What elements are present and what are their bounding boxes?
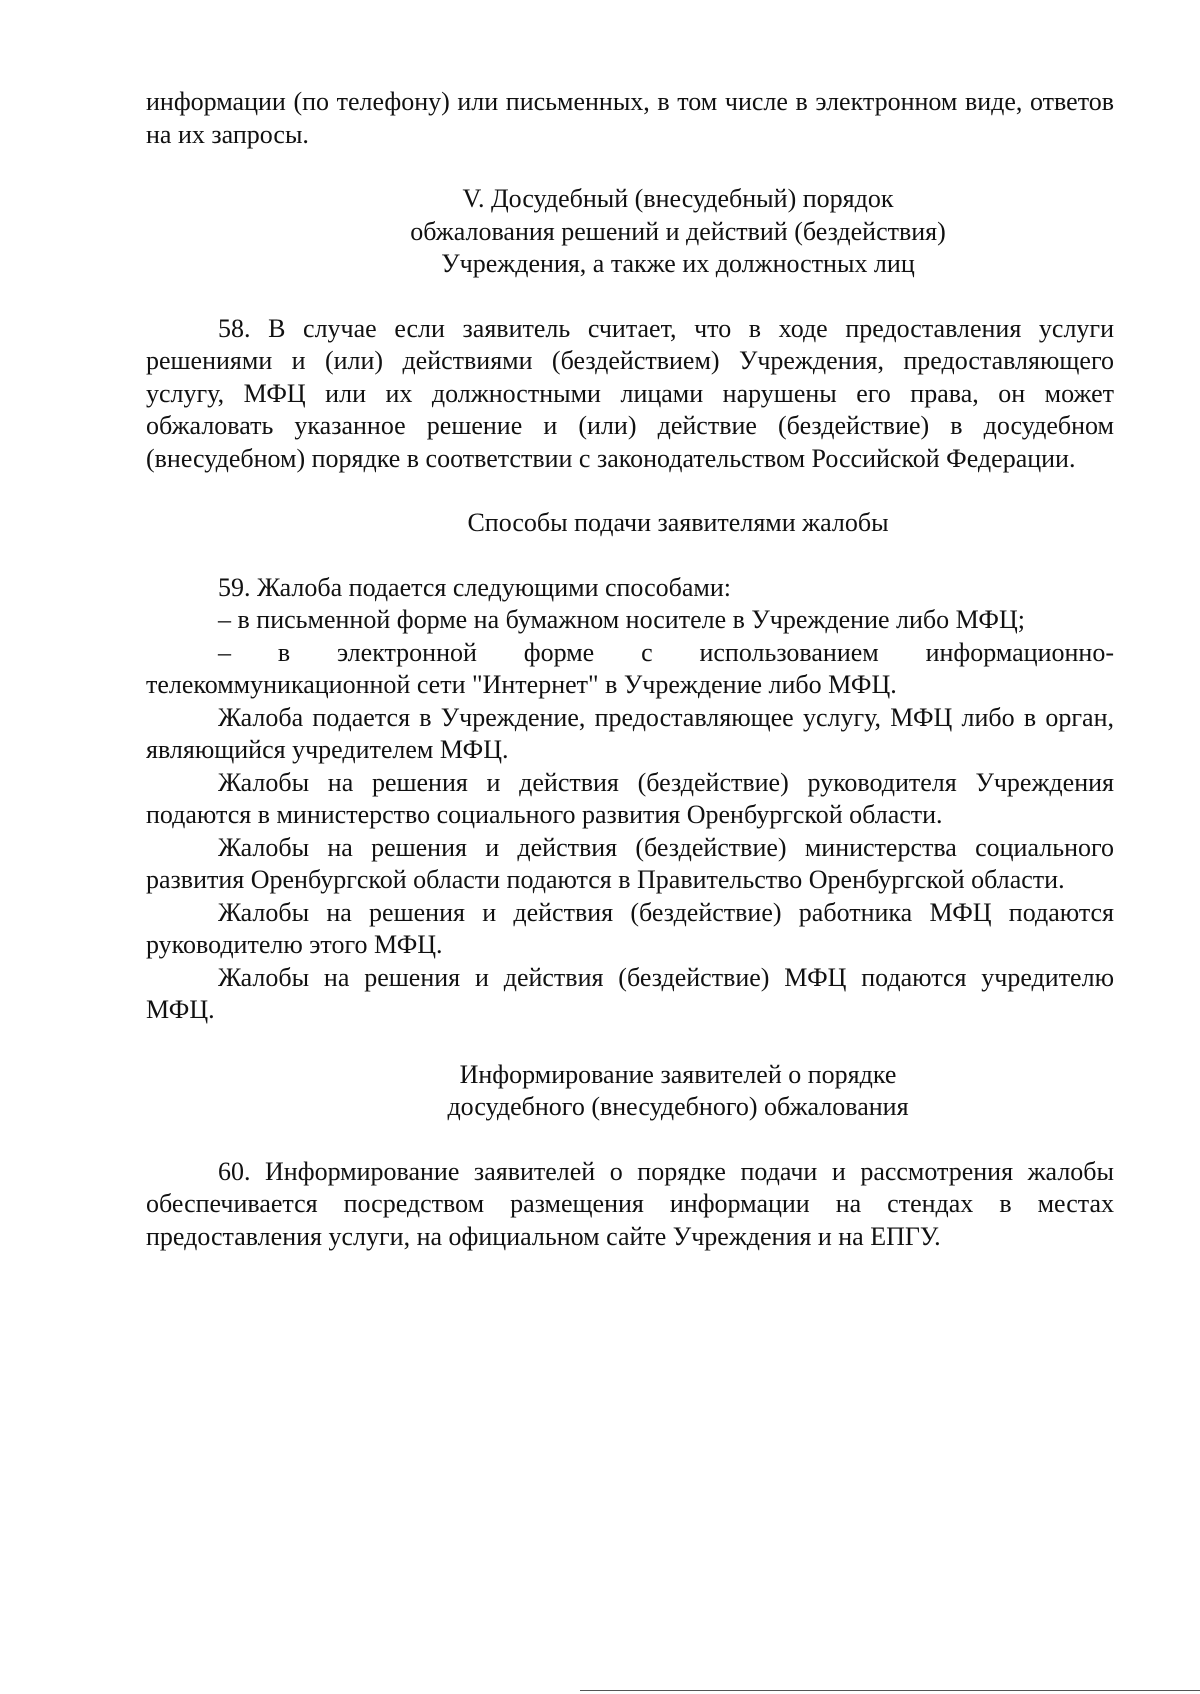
paragraph-59: 59. Жалоба подается следующими способами: [218,572,731,602]
paragraph-complaints-mfc-employee: Жалобы на решения и действия (бездействие) работника МФЦ подаются руководителю этого МФЦ. [146,897,1114,959]
paragraph-complaints-head: Жалобы на решения и действия (бездействие) руководителя Учреждения подаются в министерство социального развития Оренбургской области. [146,767,1114,829]
paragraph-complaints-mfc: Жалобы на решения и действия (бездействие) МФЦ подаются учредителю МФЦ. [146,962,1114,1024]
spacer [146,281,1114,313]
complaint-methods-heading [146,507,1114,540]
paragraph-complaint-submitted: Жалоба подается в Учреждение, предоставляющее услугу, МФЦ либо в орган, являющийся учредителем МФЦ. [146,702,1114,764]
spacer [146,540,1114,572]
heading-line: Учреждения, а также их должностных лиц [441,249,915,278]
document-body [146,86,1114,1253]
heading-line: V. Досудебный (внесудебный) порядок [462,184,894,213]
paragraph-complaints-ministry: Жалобы на решения и действия (бездействие) министерства социального развития Оренбургской области подаются в Правительство Оренбургской области. [146,832,1114,894]
bottom-edge-line [580,1690,1200,1691]
informing-heading [146,1059,1114,1124]
spacer [146,475,1114,507]
spacer [146,1124,1114,1156]
paragraph-58: 58. В случае если заявитель считает, что в ходе предоставления услуги решениями и (или) действиями (бездействием) Учреждения, предоставляющего услугу, МФЦ или их должностными лицами нарушены его права, он может обжаловать указанное решение и (или) действие (бездействие) в досудебном (внесудебном) порядке в соответствии с законодательством Российской Федерации. [146,313,1114,473]
paragraph-60: 60. Информирование заявителей о порядке подачи и рассмотрения жалобы обеспечивается посредством размещения информации на стендах в местах предоставления услуги, на официальном сайте Учреждения и на ЕПГУ. [146,1156,1114,1251]
heading-line: Информирование заявителей о порядке [459,1059,897,1089]
heading-line: досудебного (внесудебного) обжалования [447,1092,909,1121]
list-item-electronic-form: – в электронной форме с использованием информационно-телекоммуникационной сети "Интернет" в Учреждение либо МФЦ. [146,637,1114,699]
section-v-heading [146,183,1114,281]
list-item-paper-form: – в письменной форме на бумажном носителе в Учреждение либо МФЦ; [218,605,1025,634]
intro-continuation-paragraph: информации (по телефону) или письменных, в том числе в электронном виде, ответов на их запросы. [146,87,1114,149]
heading-line: обжалования решений и действий (бездействия) [410,216,946,246]
heading-line: Способы подачи заявителями жалобы [467,508,889,537]
spacer [146,1027,1114,1059]
spacer [146,151,1114,183]
